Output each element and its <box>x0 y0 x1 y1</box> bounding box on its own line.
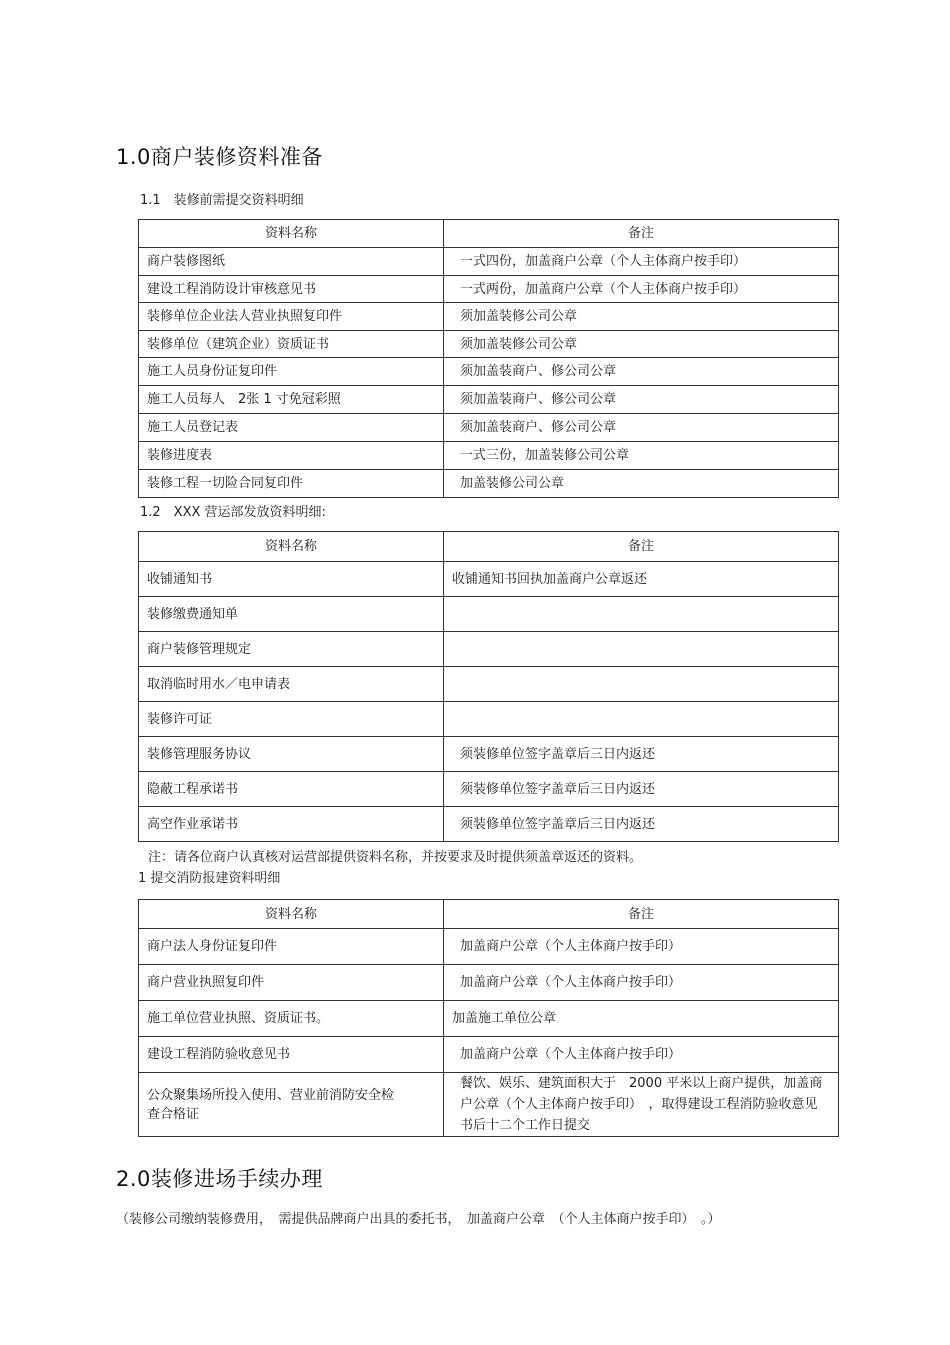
remark-cell: 餐饮、娱乐、建筑面积大于 2000 平米以上商户提供，加盖商户公章（个人主体商户按手印） ，取得建设工程消防验收意见书后十二个工作日提交 <box>444 1073 839 1137</box>
table-row <box>139 331 839 358</box>
doc-name-cell: 施工人员登记表 <box>139 414 444 442</box>
doc-name-cell: 装修单位（建筑企业）资质证书 <box>139 331 444 358</box>
table-row <box>139 702 839 737</box>
doc-name-cell: 收铺通知书 <box>139 562 444 597</box>
table-row <box>139 1001 839 1037</box>
table-fire-filing-documents <box>138 899 839 1137</box>
doc-name-cell: 商户营业执照复印件 <box>139 965 444 1001</box>
doc-name-cell: 取消临时用水／电申请表 <box>139 667 444 702</box>
table-row <box>139 1037 839 1073</box>
remark-cell: 加盖商户公章（个人主体商户按手印） <box>444 965 839 1001</box>
doc-name-cell: 建设工程消防设计审核意见书 <box>139 276 444 303</box>
table-row <box>139 632 839 667</box>
doc-name-cell: 公众聚集场所投入使用、营业前消防安全检查合格证 <box>139 1073 444 1137</box>
remark-cell: 须加盖装商户、修公司公章 <box>444 414 839 442</box>
doc-name-cell: 装修进度表 <box>139 442 444 470</box>
table-row <box>139 386 839 414</box>
header-remark: 备注 <box>444 532 839 562</box>
remark-cell: 加盖装修公司公章 <box>444 470 839 498</box>
header-doc-name: 资料名称 <box>139 532 444 562</box>
doc-name-cell: 建设工程消防验收意见书 <box>139 1037 444 1073</box>
doc-name-cell: 施工单位营业执照、资质证书。 <box>139 1001 444 1037</box>
remark-cell: 一式两份，加盖商户公章（个人主体商户按手印） <box>444 276 839 303</box>
remark-cell: 加盖商户公章（个人主体商户按手印） <box>444 929 839 965</box>
header-remark: 备注 <box>444 900 839 929</box>
table-row <box>139 667 839 702</box>
subsection-fire-filing-title: 1 提交消防报建资料明细 <box>138 871 281 886</box>
doc-name-cell: 装修缴费通知单 <box>139 597 444 632</box>
doc-name-cell: 商户法人身份证复印件 <box>139 929 444 965</box>
table-row <box>139 562 839 597</box>
table-row <box>139 807 839 842</box>
subsection-1-2-title: 1.2 XXX 营运部发放资料明细: <box>140 505 326 520</box>
remark-cell: 一式四份，加盖商户公章（个人主体商户按手印） <box>444 248 839 276</box>
table-operations-issued-documents <box>138 531 839 842</box>
remark-cell: 须装修单位签字盖章后三日内返还 <box>444 772 839 807</box>
remark-cell: 须加盖装修公司公章 <box>444 331 839 358</box>
verification-note: 注：请各位商户认真核对运营部提供资料名称，并按要求及时提供须盖章返还的资料。 <box>148 850 643 865</box>
remark-cell: 加盖施工单位公章 <box>444 1001 839 1037</box>
remark-cell: 须装修单位签字盖章后三日内返还 <box>444 807 839 842</box>
subsection-1-1-title: 1.1 装修前需提交资料明细 <box>140 193 304 208</box>
table-row <box>139 303 839 331</box>
table-row <box>139 929 839 965</box>
remark-cell: 收铺通知书回执加盖商户公章返还 <box>444 562 839 597</box>
remark-cell: 须装修单位签字盖章后三日内返还 <box>444 737 839 772</box>
table-pre-renovation-documents <box>138 219 839 498</box>
remark-cell <box>444 597 839 632</box>
remark-cell <box>444 702 839 737</box>
table-row <box>139 772 839 807</box>
remark-cell: 须加盖装商户、修公司公章 <box>444 386 839 414</box>
remark-cell: 须加盖装商户、修公司公章 <box>444 358 839 386</box>
header-doc-name: 资料名称 <box>139 900 444 929</box>
doc-name-cell: 装修单位企业法人营业执照复印件 <box>139 303 444 331</box>
table-header-row <box>139 532 839 562</box>
remark-cell <box>444 632 839 667</box>
doc-name-cell: 施工人员身份证复印件 <box>139 358 444 386</box>
doc-name-cell: 隐蔽工程承诺书 <box>139 772 444 807</box>
table-row <box>139 414 839 442</box>
header-doc-name: 资料名称 <box>139 220 444 248</box>
table-row <box>139 737 839 772</box>
doc-name-cell: 商户装修图纸 <box>139 248 444 276</box>
table-row <box>139 470 839 498</box>
doc-name-cell: 商户装修管理规定 <box>139 632 444 667</box>
doc-name-cell: 装修工程一切险合同复印件 <box>139 470 444 498</box>
doc-name-cell: 高空作业承诺书 <box>139 807 444 842</box>
remark-cell: 须加盖装修公司公章 <box>444 303 839 331</box>
table-row <box>139 965 839 1001</box>
table-header-row <box>139 220 839 248</box>
doc-name-cell: 装修许可证 <box>139 702 444 737</box>
table-header-row <box>139 900 839 929</box>
table-row <box>139 248 839 276</box>
remark-cell <box>444 667 839 702</box>
table-row <box>139 276 839 303</box>
section-2-paragraph: （装修公司缴纳装修费用， 需提供品牌商户出具的委托书， 加盖商户公章 （个人主体商户按手印） 。） <box>116 1212 721 1227</box>
remark-cell: 一式三份，加盖装修公司公章 <box>444 442 839 470</box>
table-row <box>139 358 839 386</box>
remark-cell: 加盖商户公章（个人主体商户按手印） <box>444 1037 839 1073</box>
table-row <box>139 442 839 470</box>
doc-name-cell: 施工人员每人 2张 1 寸免冠彩照 <box>139 386 444 414</box>
table-row <box>139 597 839 632</box>
section-2-heading: 2.0装修进场手续办理 <box>116 1167 323 1191</box>
section-1-heading: 1.0商户装修资料准备 <box>116 145 323 169</box>
doc-name-cell: 装修管理服务协议 <box>139 737 444 772</box>
table-row <box>139 1073 839 1137</box>
header-remark: 备注 <box>444 220 839 248</box>
